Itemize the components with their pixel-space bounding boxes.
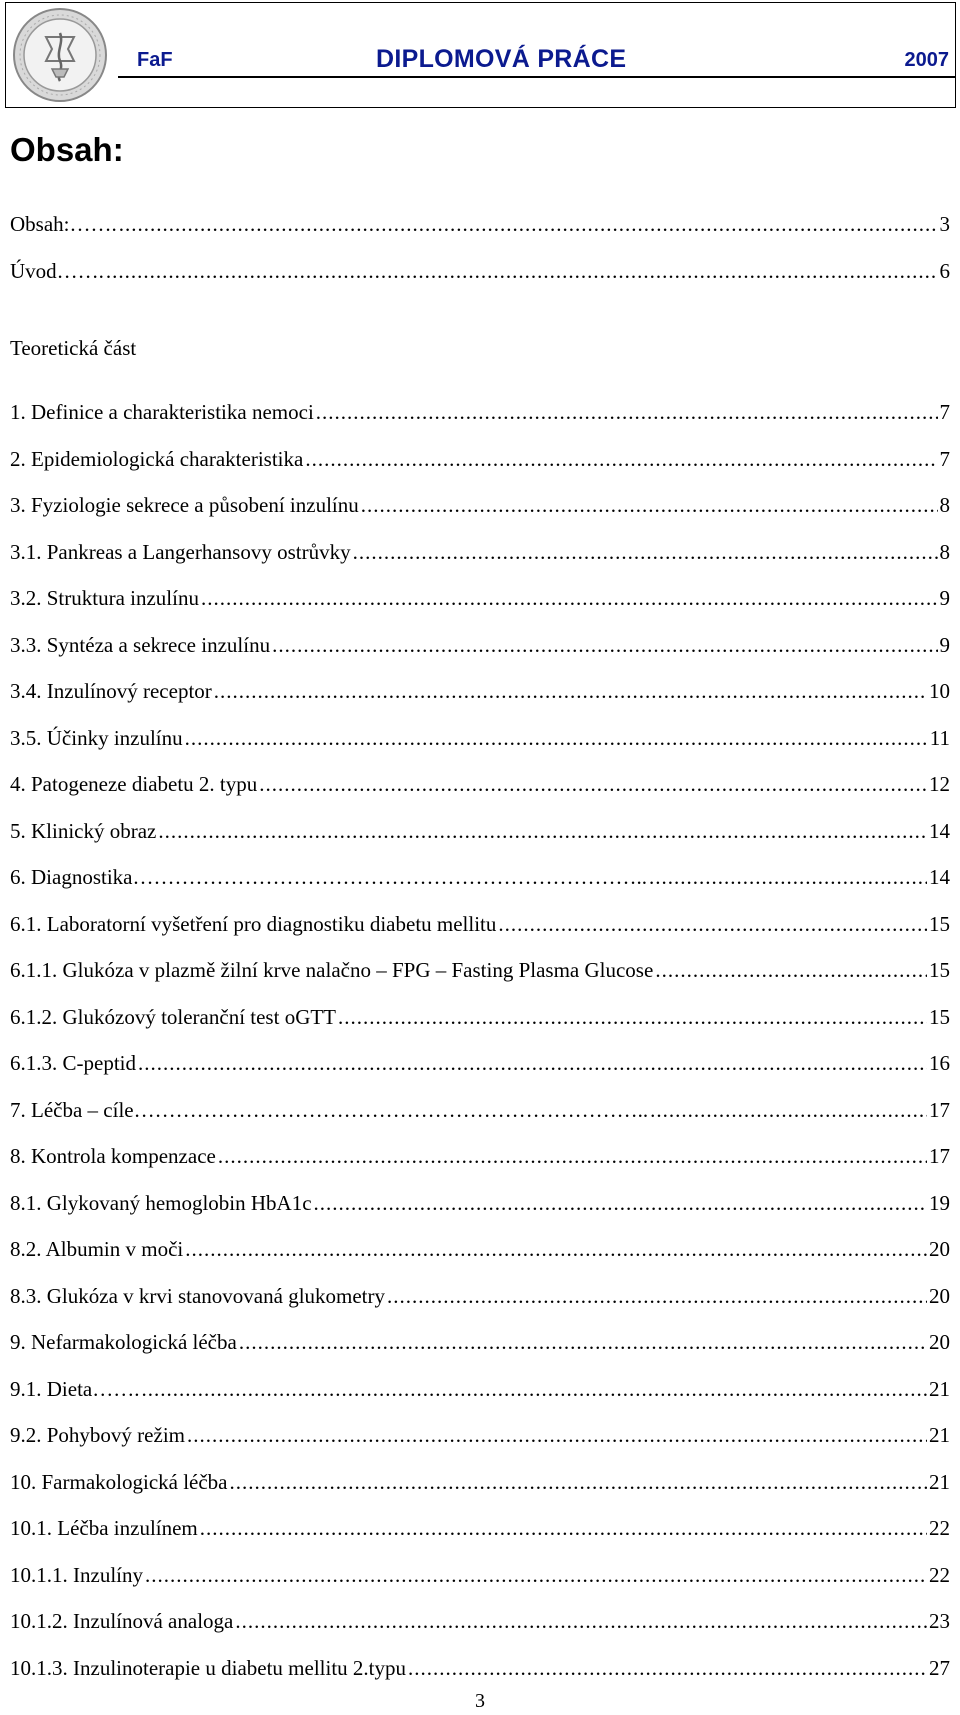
toc-entry-label: 8.2. Albumin v moči bbox=[10, 1237, 184, 1261]
page-number: 3 bbox=[475, 1690, 485, 1712]
toc-entry[interactable] bbox=[10, 816, 950, 846]
toc-entry-page: 7 bbox=[939, 447, 950, 471]
toc-entry-page: 17 bbox=[929, 1098, 950, 1122]
document-type-title: DIPLOMOVÁ PRÁCE bbox=[376, 45, 627, 73]
dot-leader bbox=[158, 816, 927, 846]
dot-leader bbox=[305, 444, 937, 474]
toc-entry-page: 20 bbox=[929, 1284, 950, 1308]
toc-entry-label: Úvod……. bbox=[10, 259, 104, 283]
toc-entry-page: 3 bbox=[939, 212, 950, 236]
toc-entry-label: 2. Epidemiologická charakteristika bbox=[10, 447, 304, 471]
toc-entry-page: 8 bbox=[939, 540, 950, 564]
toc-entry[interactable] bbox=[10, 1606, 950, 1636]
toc-entry-label: 10. Farmakologická léčba bbox=[10, 1470, 228, 1494]
toc-entry-page: 8 bbox=[939, 493, 950, 517]
dot-leader bbox=[230, 1467, 927, 1497]
university-seal-icon bbox=[12, 7, 108, 103]
toc-entry[interactable] bbox=[10, 1420, 950, 1450]
dot-leader bbox=[214, 676, 927, 706]
toc-entry[interactable] bbox=[10, 1095, 950, 1125]
toc-entry-page: 21 bbox=[929, 1377, 950, 1401]
toc-heading: Obsah: bbox=[10, 131, 124, 168]
toc-entry[interactable] bbox=[10, 769, 950, 799]
toc-entry[interactable] bbox=[10, 955, 950, 985]
toc-entry-label: 8.1. Glykovaný hemoglobin HbA1c bbox=[10, 1191, 312, 1215]
dot-leader bbox=[185, 723, 928, 753]
dot-leader bbox=[119, 209, 938, 239]
dot-leader bbox=[272, 630, 937, 660]
toc-entry[interactable] bbox=[10, 1002, 950, 1032]
toc-entry-label: 3.5. Účinky inzulínu bbox=[10, 726, 183, 750]
page-header bbox=[5, 2, 956, 108]
toc-entry-page: 21 bbox=[929, 1423, 950, 1447]
toc-entry[interactable] bbox=[10, 1467, 950, 1497]
toc-entry-page: 19 bbox=[929, 1191, 950, 1215]
dot-leader bbox=[106, 256, 938, 286]
toc-entry[interactable] bbox=[10, 1234, 950, 1264]
toc-entry[interactable] bbox=[10, 490, 950, 520]
toc-entry[interactable] bbox=[10, 676, 950, 706]
section-label: Teoretická část bbox=[10, 336, 137, 360]
dot-leader bbox=[655, 955, 927, 985]
toc-entry-page: 9 bbox=[939, 633, 950, 657]
faculty-label: FaF bbox=[137, 49, 173, 71]
toc-entry-page: 17 bbox=[929, 1144, 950, 1168]
dot-leader bbox=[408, 1653, 927, 1683]
dot-leader bbox=[187, 1420, 927, 1450]
dot-leader bbox=[235, 1606, 927, 1636]
toc-entry-label: 7. Léčba – cíle……………………………………………………………….. bbox=[10, 1098, 649, 1122]
toc-entry-page: 27 bbox=[929, 1656, 950, 1680]
dot-leader bbox=[185, 1234, 927, 1264]
toc-entry-label: 6.1.3. C-peptid bbox=[10, 1051, 136, 1075]
toc-entry-label: 1. Definice a charakteristika nemoci bbox=[10, 400, 314, 424]
dot-leader bbox=[200, 1513, 927, 1543]
toc-entry-label: 4. Patogeneze diabetu 2. typu bbox=[10, 772, 258, 796]
dot-leader bbox=[138, 1048, 927, 1078]
dot-leader bbox=[498, 909, 927, 939]
toc-entry-page: 15 bbox=[929, 958, 950, 982]
toc-entry[interactable] bbox=[10, 723, 950, 753]
dot-leader bbox=[218, 1141, 927, 1171]
toc-entry[interactable] bbox=[10, 1653, 950, 1683]
toc-entry[interactable] bbox=[10, 1560, 950, 1590]
toc-entry-label: 6.1. Laboratorní vyšetření pro diagnostiku diabetu mellitu bbox=[10, 912, 497, 936]
toc-entry[interactable] bbox=[10, 209, 950, 239]
toc-entry[interactable] bbox=[10, 1188, 950, 1218]
toc-entry-label: 9.1. Dieta……. bbox=[10, 1377, 140, 1401]
toc-entry[interactable] bbox=[10, 397, 950, 427]
toc-entry[interactable] bbox=[10, 630, 950, 660]
toc-entry-page: 22 bbox=[929, 1563, 950, 1587]
header-rule bbox=[118, 76, 955, 78]
toc-entry-page: 16 bbox=[929, 1051, 950, 1075]
toc-entry-page: 12 bbox=[929, 772, 950, 796]
toc-entry[interactable] bbox=[10, 862, 950, 892]
toc-entry-page: 14 bbox=[929, 819, 950, 843]
toc-entry-label: 6.1.2. Glukózový toleranční test oGTT bbox=[10, 1005, 337, 1029]
dot-leader bbox=[316, 397, 938, 427]
toc-entry-label: Obsah:……. bbox=[10, 212, 117, 236]
dot-leader bbox=[338, 1002, 927, 1032]
toc-entry-label: 5. Klinický obraz bbox=[10, 819, 157, 843]
toc-entry-page: 7 bbox=[939, 400, 950, 424]
toc-entry-page: 20 bbox=[929, 1237, 950, 1261]
toc-entry-page: 14 bbox=[929, 865, 950, 889]
toc-entry-label: 3. Fyziologie sekrece a působení inzulínu bbox=[10, 493, 359, 517]
toc-entry-page: 11 bbox=[929, 726, 950, 750]
toc-entry[interactable] bbox=[10, 583, 950, 613]
dot-leader bbox=[649, 862, 927, 892]
dot-leader bbox=[239, 1327, 927, 1357]
toc-entry-label: 10.1.2. Inzulínová analoga bbox=[10, 1609, 234, 1633]
toc-entry-label: 9. Nefarmakologická léčba bbox=[10, 1330, 237, 1354]
dot-leader bbox=[145, 1560, 927, 1590]
toc-entry-page: 6 bbox=[939, 259, 950, 283]
toc-entry-label: 6.1.1. Glukóza v plazmě žilní krve nalačno – FPG – Fasting Plasma Glucose bbox=[10, 958, 654, 982]
toc-entry-page: 23 bbox=[929, 1609, 950, 1633]
dot-leader bbox=[314, 1188, 927, 1218]
toc-entry[interactable] bbox=[10, 1141, 950, 1171]
toc-entry-label: 10.1.3. Inzulinoterapie u diabetu mellitu 2.typu bbox=[10, 1656, 406, 1680]
toc-entry-page: 10 bbox=[929, 679, 950, 703]
dot-leader bbox=[387, 1281, 927, 1311]
toc-entry-label: 9.2. Pohybový režim bbox=[10, 1423, 185, 1447]
dot-leader bbox=[141, 1374, 927, 1404]
toc-entry-page: 15 bbox=[929, 912, 950, 936]
toc-entry-label: 8. Kontrola kompenzace bbox=[10, 1144, 216, 1168]
toc-entry[interactable] bbox=[10, 444, 950, 474]
toc-entry[interactable] bbox=[10, 1048, 950, 1078]
toc-entry-page: 21 bbox=[929, 1470, 950, 1494]
toc-entry-page: 15 bbox=[929, 1005, 950, 1029]
dot-leader bbox=[650, 1095, 927, 1125]
toc-entry-label: 3.3. Syntéza a sekrece inzulínu bbox=[10, 633, 271, 657]
toc-entry[interactable] bbox=[10, 1374, 950, 1404]
toc-entry-page: 20 bbox=[929, 1330, 950, 1354]
toc-entry[interactable] bbox=[10, 909, 950, 939]
toc-entry[interactable] bbox=[10, 1327, 950, 1357]
toc-entry[interactable] bbox=[10, 537, 950, 567]
toc-entry-page: 9 bbox=[939, 586, 950, 610]
toc-entry-label: 10.1.1. Inzulíny bbox=[10, 1563, 143, 1587]
dot-leader bbox=[361, 490, 938, 520]
toc-entry-label: 3.2. Struktura inzulínu bbox=[10, 586, 199, 610]
dot-leader bbox=[353, 537, 938, 567]
toc-entry[interactable] bbox=[10, 1513, 950, 1543]
toc-entry-label: 10.1. Léčba inzulínem bbox=[10, 1516, 198, 1540]
year-label: 2007 bbox=[904, 49, 949, 71]
toc-entry[interactable] bbox=[10, 256, 950, 286]
toc-entry-page: 22 bbox=[929, 1516, 950, 1540]
dot-leader bbox=[201, 583, 938, 613]
toc-entry-label: 3.1. Pankreas a Langerhansovy ostrůvky bbox=[10, 540, 351, 564]
toc-entry-label: 8.3. Glukóza v krvi stanovovaná glukometry bbox=[10, 1284, 386, 1308]
toc-entry-label: 6. Diagnostika……………………………………………………………….. bbox=[10, 865, 647, 889]
toc-entry-label: 3.4. Inzulínový receptor bbox=[10, 679, 212, 703]
toc-entry[interactable] bbox=[10, 1281, 950, 1311]
dot-leader bbox=[259, 769, 927, 799]
